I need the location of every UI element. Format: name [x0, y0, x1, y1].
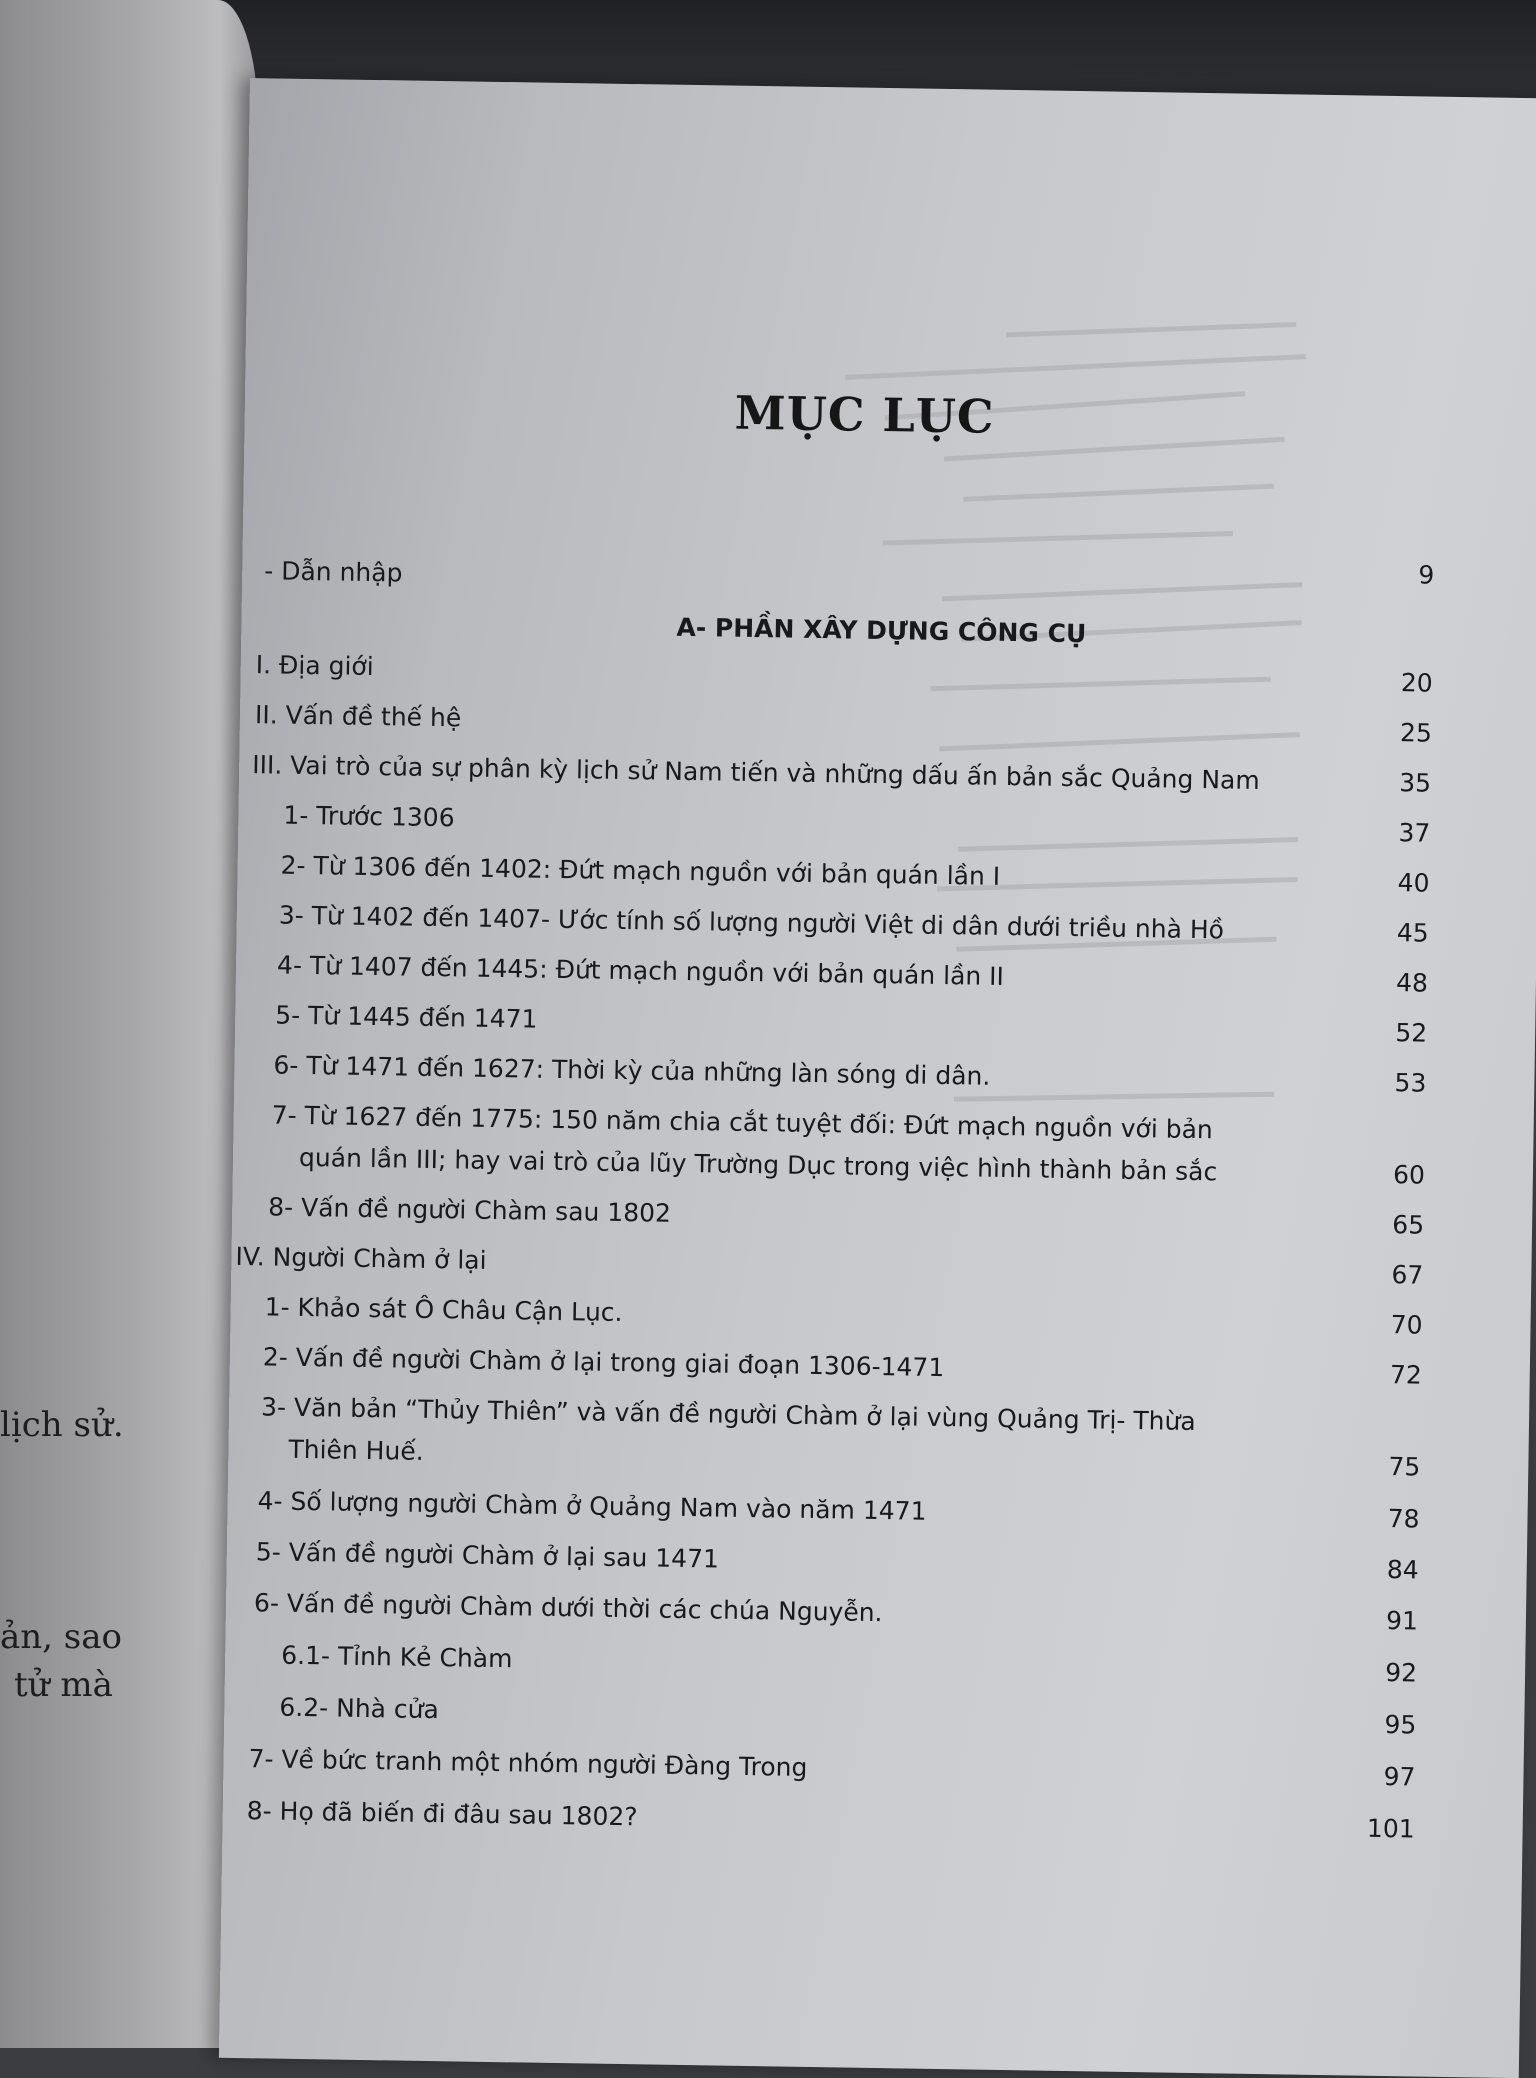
- toc-entry-title: 6- Từ 1471 đến 1627: Thời kỳ của những làn sóng di dân.: [273, 1050, 991, 1091]
- toc-entry-iv-2: [263, 1342, 1422, 1400]
- right-page: [219, 78, 1536, 2078]
- toc-entry-iii-6: [273, 1050, 1426, 1108]
- toc-entry-page: 25: [1399, 718, 1433, 748]
- toc-entry-page: 101: [1366, 1813, 1415, 1844]
- toc-entry-page: 35: [1399, 768, 1432, 798]
- toc-entry-title: 8- Vấn đề người Chàm sau 1802: [268, 1192, 672, 1228]
- toc-entry-title: II. Vấn đề thế hệ: [254, 700, 462, 733]
- toc-entry-title: I. Địa giới: [255, 650, 374, 682]
- toc-entry-page: 97: [1383, 1762, 1416, 1792]
- toc-entry-page: 20: [1400, 668, 1433, 698]
- toc-entry-title: 4- Từ 1407 đến 1445: Đứt mạch nguồn với bản quán lần II: [276, 950, 1005, 991]
- toc-entry-iii-7: [299, 1143, 1425, 1201]
- toc-entry-title: - Dẫn nhập: [264, 556, 403, 588]
- toc-entry-dan-nhap: [264, 556, 1434, 614]
- toc-entry-page: 84: [1386, 1555, 1419, 1585]
- toc-entry-iv-7: [248, 1744, 1415, 1802]
- toc-entry-title: 6.2- Nhà cửa: [279, 1692, 440, 1725]
- toc-entry-iv-3: [288, 1435, 1420, 1493]
- toc-entry-iv-6: [254, 1588, 1418, 1646]
- toc-entry-page: 78: [1387, 1504, 1420, 1534]
- toc-entry-page: 95: [1384, 1710, 1417, 1740]
- toc-entry-page: 9: [1418, 560, 1435, 590]
- toc-entry-iii-2: [280, 851, 1429, 909]
- toc-entry-title: 4- Số lượng người Chàm ở Quảng Nam vào năm 1471: [257, 1486, 927, 1526]
- toc-entry-page: 91: [1385, 1606, 1419, 1636]
- toc-entry-page: 72: [1389, 1360, 1422, 1390]
- toc-entry-title: 5- Từ 1445 đến 1471: [275, 1000, 538, 1034]
- toc-entry-page: 52: [1395, 1018, 1428, 1048]
- toc-entry-iii-3: [278, 901, 1428, 959]
- toc-entry-page: 65: [1392, 1210, 1425, 1240]
- toc-entry-title: 5- Vấn đề người Chàm ở lại sau 1471: [255, 1537, 720, 1574]
- toc-entry-iv-8: [246, 1796, 1414, 1854]
- toc-entry-iii-8: [268, 1192, 1424, 1250]
- left-page-text-1: lịch sử.: [0, 1405, 124, 1445]
- toc-entry-dia-gioi: [255, 650, 1432, 708]
- toc-entry-iv-4: [257, 1486, 1419, 1544]
- toc-entry-title: 3- Từ 1402 đến 1407- Ước tính số lượng người Việt di dân dưới triều nhà Hồ: [278, 900, 1225, 945]
- toc-entry-title: 6.1- Tỉnh Kẻ Chàm: [281, 1640, 513, 1674]
- toc-entry-iv-3-line1: 3- Văn bản “Thủy Thiên” và vấn đề người Chàm ở lại vùng Quảng Trị- Thừa: [260, 1392, 1196, 1437]
- page-title: MỤC LỤC: [734, 385, 995, 444]
- toc-entry-title: IV. Người Chàm ở lại: [235, 1241, 487, 1275]
- toc-entry-nguoi-cham-o-lai: [235, 1242, 1423, 1301]
- toc-entry-page: 45: [1396, 918, 1429, 948]
- toc-entry-iv-1: [264, 1292, 1422, 1350]
- toc-entry-title: III. Vai trò của sự phân kỳ lịch sử Nam tiến và những dấu ấn bản sắc Quảng Nam: [251, 750, 1260, 795]
- toc-entry-title: 2- Từ 1306 đến 1402: Đứt mạch nguồn với bản quán lần I: [280, 850, 1001, 891]
- toc-entry-title: 2- Vấn đề người Chàm ở lại trong giai đoạn 1306-1471: [262, 1342, 945, 1383]
- toc-entry-title: Thiên Huế.: [288, 1434, 424, 1466]
- toc-entry-page: 67: [1391, 1260, 1424, 1290]
- left-page-text-2: ản, sao: [0, 1617, 122, 1657]
- toc-entry-title: 1- Trước 1306: [283, 800, 455, 833]
- toc-entry-iii-5: [275, 1001, 1427, 1059]
- toc-entry-page: 37: [1398, 818, 1431, 848]
- section-heading-a: A- PHẦN XÂY DỰNG CÔNG CỤ: [676, 612, 1087, 649]
- toc-entry-title: quán lần III; hay vai trò của lũy Trường Dục trong việc hình thành bản sắc: [298, 1142, 1218, 1187]
- toc-entry-page: 48: [1395, 968, 1429, 998]
- toc-entry-page: 53: [1394, 1068, 1427, 1098]
- toc-entry-page: 60: [1392, 1160, 1426, 1190]
- toc-entry-vai-tro-phan-ky: [252, 750, 1431, 809]
- toc-entry-title: 7- Về bức tranh một nhóm người Đàng Trong: [248, 1744, 808, 1782]
- toc-entry-van-de-the-he: [255, 700, 1432, 758]
- toc-entry-page: 40: [1397, 868, 1430, 898]
- left-page-text-3: tử mà: [14, 1665, 113, 1705]
- toc-entry-iv-6-1: [281, 1641, 1417, 1699]
- toc-entry-iv-5: [255, 1537, 1418, 1595]
- toc-entry-title: 1- Khảo sát Ô Châu Cận Lục.: [264, 1292, 623, 1328]
- toc-entry-title: 8- Họ đã biến đi đâu sau 1802?: [246, 1796, 638, 1832]
- toc-entry-iii-4: [277, 951, 1428, 1009]
- toc-entry-page: 70: [1390, 1310, 1423, 1340]
- toc-entry-page: 75: [1388, 1452, 1421, 1482]
- left-page: [0, 0, 258, 2048]
- toc-entry-iv-6-2: [279, 1693, 1416, 1751]
- toc-entry-iii-1: [283, 801, 1430, 859]
- toc-entry-title: 6- Vấn đề người Chàm dưới thời các chúa Nguyễn.: [253, 1588, 883, 1628]
- toc-entry-page: 92: [1385, 1658, 1418, 1688]
- toc-entry-iii-7-line1: 7- Từ 1627 đến 1775: 150 năm chia cắt tuyệt đối: Đứt mạch nguồn với bản: [271, 1100, 1214, 1145]
